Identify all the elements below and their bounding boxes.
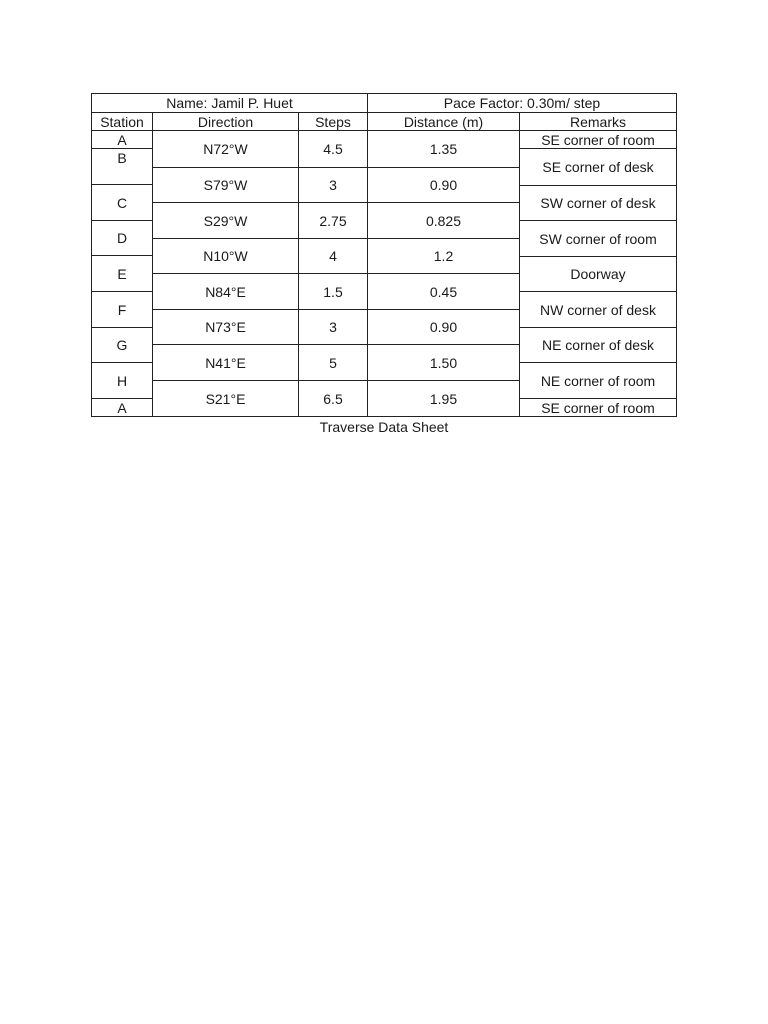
distance-cell: 1.2: [367, 238, 520, 274]
traverse-data-table: [91, 93, 677, 417]
direction-cell: N72°W: [152, 130, 299, 168]
station-cell: E: [91, 255, 153, 292]
direction-cell: N73°E: [152, 309, 299, 345]
header-name: Name: Jamil P. Huet: [91, 93, 368, 113]
direction-cell: S21°E: [152, 380, 299, 417]
remarks-cell: SE corner of room: [519, 130, 677, 149]
remarks-cell: SW corner of desk: [519, 185, 677, 221]
station-cell: A: [91, 398, 153, 417]
column-header-direction: Direction: [152, 112, 299, 131]
steps-cell: 5: [298, 344, 368, 381]
direction-cell: N84°E: [152, 273, 299, 310]
remarks-cell: NW corner of desk: [519, 291, 677, 328]
direction-cell: S79°W: [152, 167, 299, 203]
steps-cell: 4: [298, 238, 368, 274]
station-cell: C: [91, 184, 153, 221]
steps-cell: 3: [298, 309, 368, 345]
steps-cell: 2.75: [298, 202, 368, 239]
table-caption: Traverse Data Sheet: [319, 419, 449, 435]
station-cell: B: [91, 148, 153, 185]
distance-cell: 1.50: [367, 344, 520, 381]
steps-cell: 1.5: [298, 273, 368, 310]
remarks-cell: SE corner of room: [519, 398, 677, 417]
station-cell: D: [91, 220, 153, 256]
remarks-cell: NE corner of desk: [519, 327, 677, 363]
station-cell: H: [91, 362, 153, 399]
column-header-remarks: Remarks: [519, 112, 677, 131]
remarks-cell: SW corner of room: [519, 220, 677, 257]
distance-cell: 1.35: [367, 130, 520, 168]
steps-cell: 4.5: [298, 130, 368, 168]
remarks-cell: NE corner of room: [519, 362, 677, 399]
station-cell: G: [91, 327, 153, 363]
direction-cell: S29°W: [152, 202, 299, 239]
remarks-cell: Doorway: [519, 256, 677, 292]
remarks-cell: SE corner of desk: [519, 148, 677, 186]
station-cell: A: [91, 130, 153, 149]
steps-cell: 6.5: [298, 380, 368, 417]
direction-cell: N41°E: [152, 344, 299, 381]
distance-cell: 0.90: [367, 309, 520, 345]
distance-cell: 0.45: [367, 273, 520, 310]
distance-cell: 0.825: [367, 202, 520, 239]
column-header-steps: Steps: [298, 112, 368, 131]
station-cell: F: [91, 291, 153, 328]
distance-cell: 0.90: [367, 167, 520, 203]
steps-cell: 3: [298, 167, 368, 203]
direction-cell: N10°W: [152, 238, 299, 274]
column-header-station: Station: [91, 112, 153, 131]
distance-cell: 1.95: [367, 380, 520, 417]
header-pace-factor: Pace Factor: 0.30m/ step: [367, 93, 677, 113]
column-header-distance: Distance (m): [367, 112, 520, 131]
